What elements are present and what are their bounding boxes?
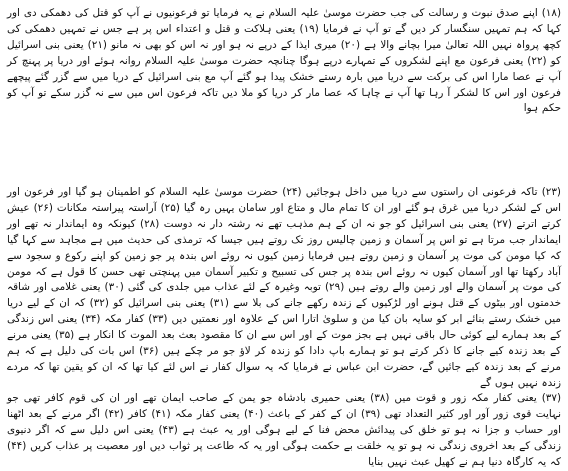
commentary-paragraph-1: (۱۸) اپنے صدق نبوت و رسالت کی جب حضرت موسیٰ علیہ السلام نے یہ فرمایا تو فرعونیوں نے آپ کو قتل کی دھمکی دی اور کہا کہ ہم تمہیں سنگسار کر دیں گے تو آپ نے فرمایا (۱۹) یعنی ہلاکت و قتل و اعتداء اس پر ہے جس نے تمہیں دھمکی کی کچھ پرواہ نہیں اللہ تعالیٰ میرا بچانے والا ہے (۲۰) میری ایذا کے درپے نہ ہو اور نہ اس کو بھی نہ مانو (۲۱) یعنی بنی اسرائیل کو (۲۲) یعنی فرعون مع اپنے لشکروں کے تمہارے درپے ہوگا چنانچہ حضرت موسیٰ علیہ السلام روانہ ہوئے اور دریا پر پہنچ کر آپ نے عصا مارا اس کی برکت سے دریا میں بارہ رستے خشک پیدا ہو گئے آپ مع بنی اسرائیل کے دریا میں سے گزر گئے پیچھے فرعون اور اس کا لشکر آ رہا تھا آپ نے چاہا کہ عصا مار کر دریا کو ملا دیں تاکہ فرعون اس میں سے نہ گزر سکے تو آپ کو حکم ہوا: [7, 7, 561, 115]
commentary-paragraph-2: (۲۳) تاکہ فرعونی ان راستوں سے دریا میں داخل ہوجائیں (۲۴) حضرت موسیٰ علیہ السلام کو اطمینان ہو گیا اور فرعون اور اس کے لشکر دریا میں غرق ہو گئے اور ان کا تمام مال و متاع اور سامان یہیں رہ گیا (۲۵) آراستہ پیراستہ مکانات (۲۶) عیش کرتے اترتے (۲۷) یعنی بنی اسرائیل کو جو نہ ان کے ہم مذہب تھے نہ رشتہ دار نہ دوست (۲۸) کیونکہ وہ ایماندار نہ تھے اور ایماندار جب مرتا ہے تو اس پر آسمان و زمین چالیس روز تک روتے ہیں جیسا کہ ترمذی کی حدیث میں ہے مجاہد سے کہا گیا کہ کیا مومن کی موت پر آسمان و زمین روتے ہیں فرمایا زمین کیوں نہ روئے اس بندہ پر جو زمین کو اپنے رکوع و سجود سے آباد رکھتا تھا اور آسمان کیوں نہ روئے اس بندہ پر جس کی تسبیح و تکبیر آسمان میں پہنچتی تھی حسن کا قول ہے کہ مومن کی موت پر آسمان والے اور زمین والے روتے ہیں (۲۹) توبہ وغیرہ کے لئے عذاب میں جلدی کی گئی (۳۰) یعنی غلامی اور شاقہ خدمتوں اور بیٹوں کے قتل ہونے اور لڑکیوں کے زندہ رکھے جانے کی بلا سے (۳۱) یعنی بنی اسرائیل کو (۳۲) کہ ان کے لیے دریا میں خشک رستے بنائے ابر کو سایہ بان کیا من و سلویٰ اتارا اس کے علاوہ اور نعمتیں دیں (۳۳) کفار مکہ (۳۴) یعنی اس زندگی کے بعد ہمارے لیے کوئی حال باقی نہیں ہے بجز موت کے اور اس سے ان کا مقصود بعث بعد الموت کا انکار ہے (۳۵) یعنی مرنے کے بعد زندہ کیے جانے کا ذکر کرتے ہو تو ہمارے باپ دادا کو زندہ کر لاؤ جو مر چکے ہیں (۳۶) اس بات کی دلیل ہے کہ ہم مرنے کے بعد زندہ کیے جائیں گے، حضرت ابن عباس نے فرمایا کہ یہ سوال کفار نے اس لئے کیا تھا کہ ان کو یقین تھا کہ مردے زندہ نہیں ہوں گے: [7, 186, 562, 389]
commentary-paragraph-3: (۳۷) یعنی کفار مکہ زور و قوت میں (۳۸) یعنی حمیری بادشاہ جو یمن کے صاحب ایمان تھے اور ان کی قوم کافر تھی جو نہایت قوی زور آور اور کثیر التعداد تھی (۳۹) ان کے کفر کے باعث (۴۰) یعنی کفار مکہ (۴۱) کافر (۴۲) اگر مرنے کے بعد اٹھنا اور حساب و جزا نہ ہو تو خلق کی پیدائش محض فنا کے لیے ہوگی اور یہ عبث ہے (۴۳) یعنی اس دلیل سے کہ اگر دنیوی زندگی کے بعد اخروی زندگی نہ ہو تو یہ خلقت بے حکمت ہوگی اور یہ کہ طاعت پر ثواب دیں اور معصیت پر عذاب کریں (۴۴) کہ یہ کارگاہ دنیا ہم نے کھیل عبث نہیں بنایا: [7, 392, 561, 468]
